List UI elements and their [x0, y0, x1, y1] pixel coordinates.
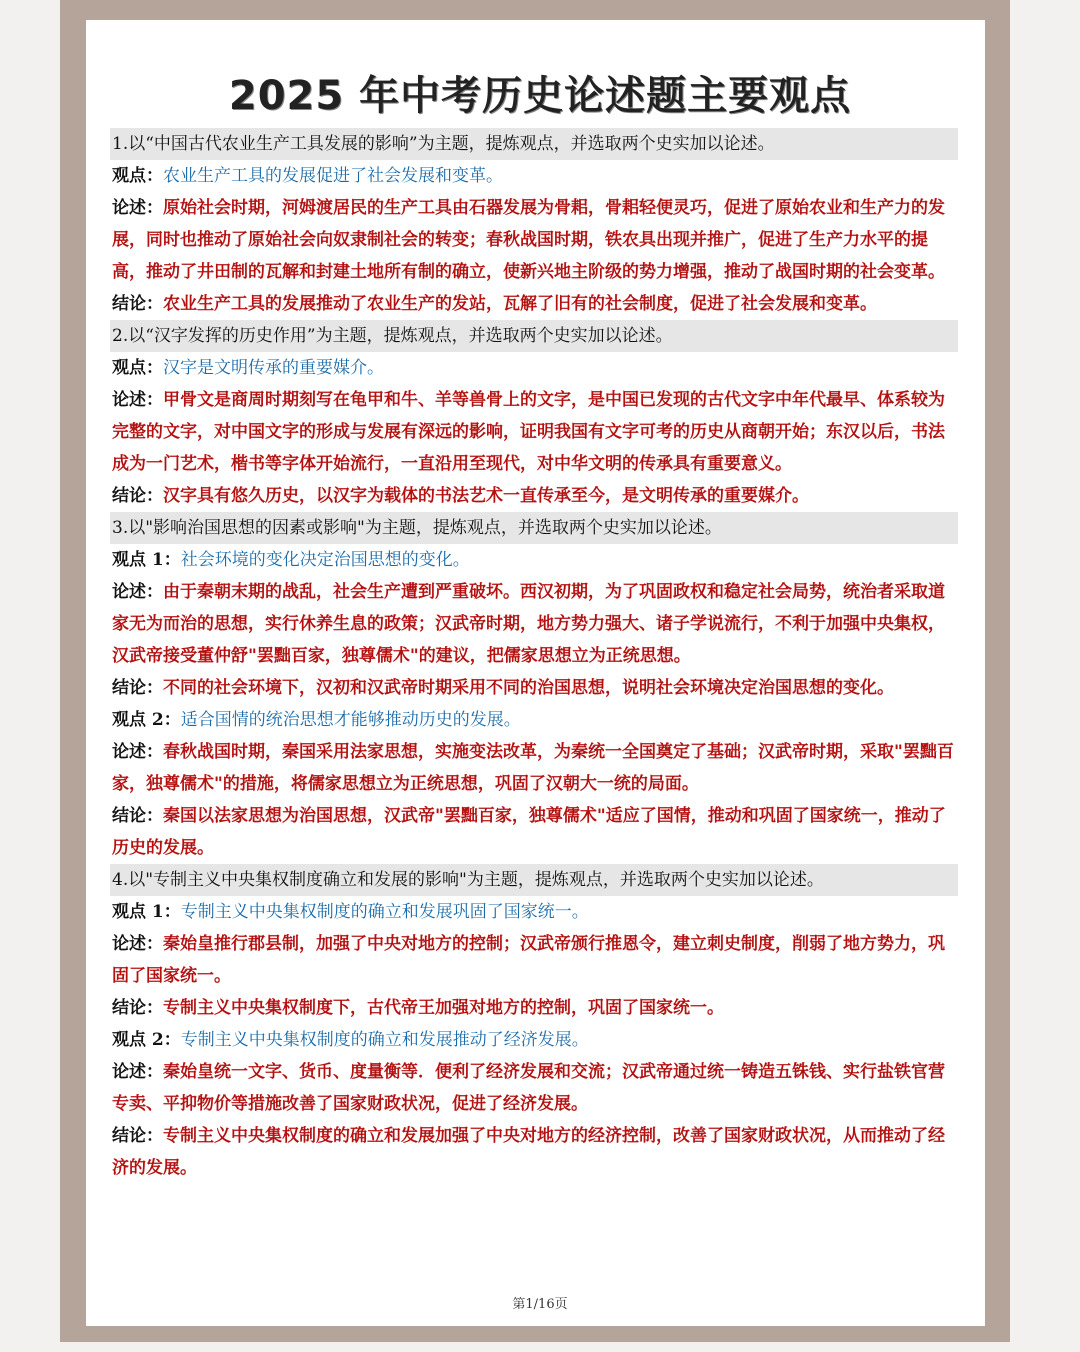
question-heading: 2.以“汉字发挥的历史作用”为主题，提炼观点，并选取两个史实加以论述。	[110, 320, 958, 352]
line-label: 论述：	[112, 742, 163, 762]
question-heading: 4.以"专制主义中央集权制度确立和发展的影响"为主题，提炼观点，并选取两个史实加以论述。	[110, 864, 958, 896]
line-label: 论述：	[112, 1062, 163, 1082]
conclusion-line	[112, 992, 958, 1024]
conclusion-line	[112, 672, 958, 704]
line-label: 观点 2：	[112, 710, 181, 730]
line-text: 农业生产工具的发展促进了社会发展和变革。	[163, 166, 503, 186]
argument-line	[112, 736, 958, 800]
line-label: 观点 1：	[112, 902, 181, 922]
line-text: 秦始皇推行郡县制，加强了中央对地方的控制；汉武帝颁行推恩令，建立刺史制度，削弱了地方势力，巩固了国家统一。	[112, 934, 945, 986]
page-number: 第1/16页	[512, 1297, 568, 1312]
line-text: 专制主义中央集权制度的确立和发展推动了经济发展。	[180, 1030, 589, 1050]
line-label: 论述：	[112, 934, 163, 954]
argument-line	[112, 1056, 958, 1120]
line-label: 结论：	[112, 806, 163, 826]
line-label: 观点：	[112, 358, 163, 378]
conclusion-line	[112, 288, 958, 320]
viewpoint-line	[112, 544, 958, 576]
argument-line	[112, 384, 958, 480]
line-label: 结论：	[112, 486, 163, 506]
line-label: 论述：	[112, 390, 163, 410]
viewpoint-line	[112, 352, 958, 384]
viewpoint-line	[112, 896, 958, 928]
line-text: 春秋战国时期，秦国采用法家思想，实施变法改革，为秦统一全国奠定了基础；汉武帝时期，采取"罢黜百家，独尊儒术"的措施，将儒家思想立为正统思想，巩固了汉朝大一统的局面。	[112, 742, 954, 794]
line-label: 结论：	[112, 678, 163, 698]
page-title: 2025 年中考历史论述题主要观点	[228, 73, 852, 119]
line-label: 结论：	[112, 998, 163, 1018]
question-heading: 1.以“中国古代农业生产工具发展的影响”为主题，提炼观点，并选取两个史实加以论述。	[110, 128, 958, 160]
line-label: 结论：	[112, 1126, 163, 1146]
line-text: 专制主义中央集权制度下，古代帝王加强对地方的控制，巩固了国家统一。	[163, 998, 724, 1018]
line-label: 论述：	[112, 198, 163, 218]
line-text: 甲骨文是商周时期刻写在龟甲和牛、羊等兽骨上的文字，是中国已发现的古代文字中年代最早、体系较为完整的文字，对中国文字的形成与发展有深远的影响，证明我国有文字可考的历史从商朝开始；东汉以后，书法成为一门艺术，楷书等字体开始流行，一直沿用至现代，对中华文明的传承具有重要意义。	[112, 390, 945, 474]
viewpoint-line	[112, 160, 958, 192]
line-text: 不同的社会环境下，汉初和汉武帝时期采用不同的治国思想，说明社会环境决定治国思想的变化。	[163, 678, 894, 698]
viewpoint-line	[112, 704, 958, 736]
argument-line	[112, 928, 958, 992]
argument-line	[112, 576, 958, 672]
document-content	[112, 128, 958, 1184]
line-text: 汉字是文明传承的重要媒介。	[163, 358, 384, 378]
line-text: 汉字具有悠久历史，以汉字为载体的书法艺术一直传承至今，是文明传承的重要媒介。	[163, 486, 809, 506]
line-label: 观点 2：	[112, 1030, 181, 1050]
conclusion-line	[112, 480, 958, 512]
line-text: 秦始皇统一文字、货币、度量衡等．便利了经济发展和交流；汉武帝通过统一铸造五铢钱、实行盐铁官营专卖、平抑物价等措施改善了国家财政状况，促进了经济发展。	[112, 1062, 945, 1114]
line-label: 论述：	[112, 582, 163, 602]
line-label: 观点 1：	[112, 550, 181, 570]
conclusion-line	[112, 800, 958, 864]
line-text: 由于秦朝末期的战乱，社会生产遭到严重破坏。西汉初期，为了巩固政权和稳定社会局势，统治者采取道家无为而治的思想，实行休养生息的政策；汉武帝时期，地方势力强大、诸子学说流行，不利于加强中央集权，汉武帝接受董仲舒"罢黜百家，独尊儒术"的建议，把儒家思想立为正统思想。	[112, 582, 945, 666]
argument-line	[112, 192, 958, 288]
line-label: 结论：	[112, 294, 163, 314]
viewpoint-line	[112, 1024, 958, 1056]
conclusion-line	[112, 1120, 958, 1184]
line-text: 专制主义中央集权制度的确立和发展加强了中央对地方的经济控制，改善了国家财政状况，从而推动了经济的发展。	[112, 1126, 945, 1178]
line-text: 原始社会时期，河姆渡居民的生产工具由石器发展为骨耜，骨耜轻便灵巧，促进了原始农业和生产力的发展，同时也推动了原始社会向奴隶制社会的转变；春秋战国时期，铁农具出现并推广，促进了生产力水平的提高，推动了井田制的瓦解和封建土地所有制的确立，使新兴地主阶级的势力增强，推动了战国时期的社会变革。	[112, 198, 945, 282]
line-text: 专制主义中央集权制度的确立和发展巩固了国家统一。	[180, 902, 589, 922]
line-text: 秦国以法家思想为治国思想，汉武帝"罢黜百家，独尊儒术"适应了国情，推动和巩固了国家统一，推动了历史的发展。	[112, 806, 946, 858]
line-text: 适合国情的统治思想才能够推动历史的发展。	[180, 710, 521, 730]
line-text: 农业生产工具的发展推动了农业生产的发站，瓦解了旧有的社会制度，促进了社会发展和变革。	[163, 294, 877, 314]
question-heading: 3.以"影响治国思想的因素或影响"为主题，提炼观点，并选取两个史实加以论述。	[110, 512, 958, 544]
line-text: 社会环境的变化决定治国思想的变化。	[180, 550, 470, 570]
line-label: 观点：	[112, 166, 163, 186]
